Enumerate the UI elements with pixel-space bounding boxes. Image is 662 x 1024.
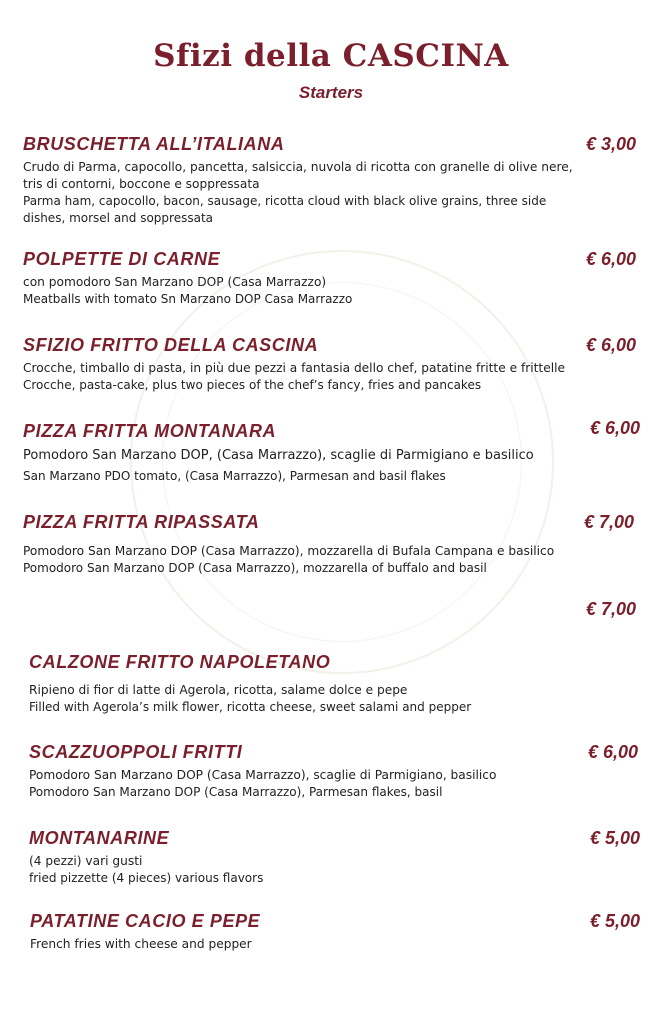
item-price: € 5,00 bbox=[590, 828, 641, 848]
item-description bbox=[23, 360, 623, 394]
menu-item-pizza-montanara bbox=[23, 421, 623, 486]
menu-item-scazzuoppoli bbox=[29, 742, 589, 801]
item-description-it: con pomodoro San Marzano DOP (Casa Marrazzo) bbox=[23, 275, 327, 289]
item-description bbox=[23, 446, 623, 486]
item-description-it: Pomodoro San Marzano DOP (Casa Marrazzo), mozzarella di Bufala Campana e basilico bbox=[23, 544, 555, 558]
item-price: € 6,00 bbox=[588, 742, 639, 762]
item-price: € 6,00 bbox=[586, 335, 637, 355]
item-price: € 3,00 bbox=[586, 134, 637, 154]
item-description-en: Parma ham, capocollo, bacon, sausage, ricotta cloud with black olive grains, three side dishes, morsel and soppressata bbox=[23, 194, 547, 225]
item-description bbox=[23, 159, 583, 227]
item-price: € 7,00 bbox=[584, 512, 635, 532]
item-price: € 6,00 bbox=[590, 418, 641, 438]
item-description-it: Crocche, timballo di pasta, in più due pezzi a fantasia dello chef, patatine fritte e frittelle bbox=[23, 361, 565, 375]
item-name: PIZZA FRITTA RIPASSATA bbox=[23, 512, 260, 532]
item-description-it: (4 pezzi) vari gusti bbox=[29, 854, 143, 868]
item-description-en: Filled with Agerola’s milk flower, ricotta cheese, sweet salami and pepper bbox=[29, 700, 472, 714]
item-name: POLPETTE DI CARNE bbox=[23, 249, 221, 269]
menu-item-montanarine bbox=[29, 828, 589, 887]
item-name: PIZZA FRITTA MONTANARA bbox=[23, 421, 277, 441]
menu-item-calzone-fritto bbox=[29, 652, 589, 716]
item-description bbox=[23, 274, 583, 308]
item-description bbox=[29, 767, 589, 801]
item-description-it: Crudo di Parma, capocollo, pancetta, salsiccia, nuvola di ricotta con granelle di olive nere, tris di contorni, boccone e soppressata bbox=[23, 160, 573, 191]
menu-subtitle: Starters bbox=[298, 83, 364, 102]
menu-item-sfizio-fritto bbox=[23, 335, 623, 394]
menu-title: Sfizi della CASCINA bbox=[153, 38, 509, 74]
item-description-en: San Marzano PDO tomato, (Casa Marrazzo), Parmesan and basil flakes bbox=[23, 469, 446, 483]
item-description bbox=[29, 853, 589, 887]
item-description-it: French fries with cheese and pepper bbox=[30, 937, 252, 951]
item-price: € 6,00 bbox=[586, 249, 637, 269]
item-description-en: Meatballs with tomato Sn Marzano DOP Casa Marrazzo bbox=[23, 292, 353, 306]
item-description-en: Pomodoro San Marzano DOP (Casa Marrazzo), mozzarella of buffalo and basil bbox=[23, 561, 487, 575]
item-price: € 7,00 bbox=[586, 599, 637, 619]
menu-item-polpette bbox=[23, 249, 583, 308]
item-name: SFIZIO FRITTO DELLA CASCINA bbox=[23, 335, 319, 355]
item-description-it: Ripieno di fior di latte di Agerola, ricotta, salame dolce e pepe bbox=[29, 683, 408, 697]
item-description-it: Pomodoro San Marzano DOP (Casa Marrazzo), scaglie di Parmigiano, basilico bbox=[29, 768, 497, 782]
menu-item-bruschetta bbox=[23, 134, 583, 227]
item-description bbox=[30, 936, 590, 953]
item-description bbox=[23, 543, 623, 577]
item-description-en: Crocche, pasta-cake, plus two pieces of the chef’s fancy, fries and pancakes bbox=[23, 378, 482, 392]
item-description-en: fried pizzette (4 pieces) various flavors bbox=[29, 871, 264, 885]
item-description bbox=[29, 682, 589, 716]
item-price: € 5,00 bbox=[590, 911, 641, 931]
item-name: MONTANARINE bbox=[29, 828, 170, 848]
item-name: SCAZZUOPPOLI FRITTI bbox=[29, 742, 243, 762]
item-name: PATATINE CACIO E PEPE bbox=[30, 911, 261, 931]
menu-item-patatine-cacio-pepe bbox=[30, 911, 590, 953]
item-description-it: Pomodoro San Marzano DOP, (Casa Marrazzo), scaglie di Parmigiano e basilico bbox=[23, 448, 534, 463]
item-description-en: Pomodoro San Marzano DOP (Casa Marrazzo), Parmesan flakes, basil bbox=[29, 785, 443, 799]
menu-item-pizza-ripassata bbox=[23, 512, 623, 577]
item-name: BRUSCHETTA ALL’ITALIANA bbox=[23, 134, 285, 154]
item-name: CALZONE FRITTO NAPOLETANO bbox=[29, 652, 331, 672]
